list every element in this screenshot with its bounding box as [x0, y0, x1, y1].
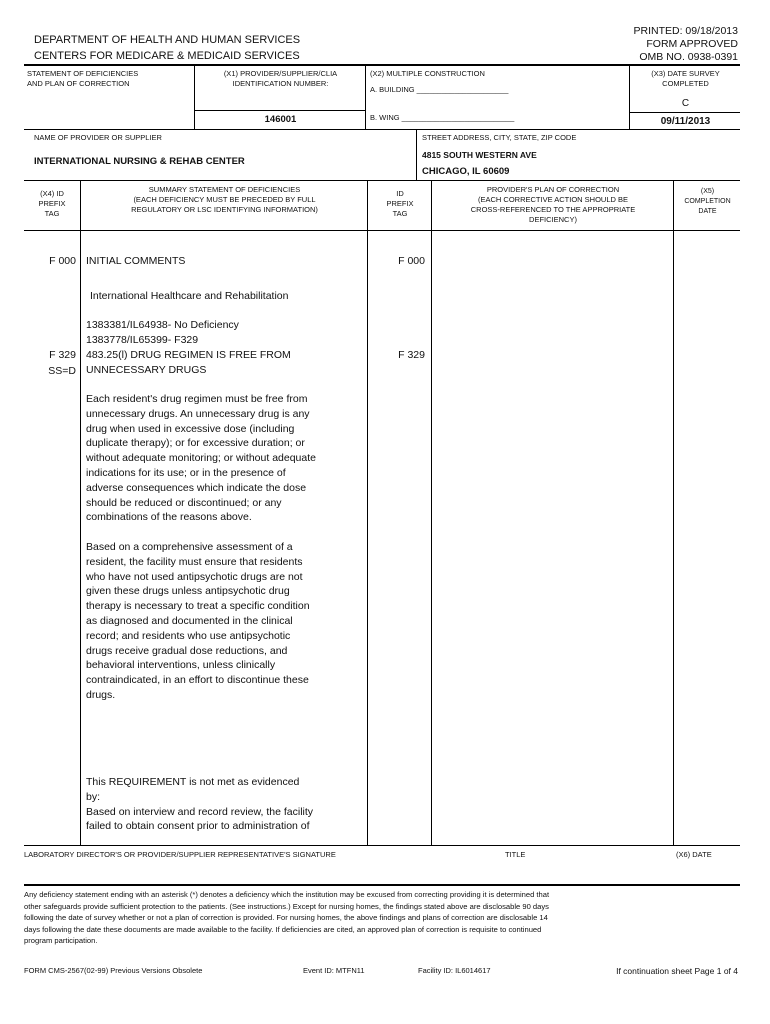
printed-date: PRINTED: 09/18/2013: [633, 25, 738, 37]
column-line-2: [367, 181, 368, 845]
signature-top-line: [24, 845, 740, 846]
footer-top-line: [24, 884, 740, 886]
wing-field: B. WING ___________________________: [370, 113, 515, 122]
case-line-1: 1383381/IL64938- No Deficiency: [86, 319, 239, 331]
paragraph-antipsychotic: Based on a comprehensive assessment of a resident, the facility must ensure that residents who have not used antipsychotic drugs are not given these drugs unless antipsychotic drug therapy is necessary to treat a specific condition as diagnosed and documented in the clinical record; and residents who use antipsychotic drugs receive gradual dose reductions, and behavioral interventions, unless clinically contraindicated, in an effort to discontinue these drugs.: [86, 541, 310, 701]
facility-id: Facility ID: IL6014617: [418, 966, 491, 975]
address-label: STREET ADDRESS, CITY, STATE, ZIP CODE: [422, 133, 577, 142]
survey-letter: C: [681, 98, 690, 109]
tag-f329-right: F 329: [398, 349, 425, 361]
city-state-zip: CHICAGO, IL 60609: [422, 166, 510, 177]
x4-header: (X4) ID PREFIX TAG: [38, 189, 66, 218]
facility-name: International Healthcare and Rehabilitation: [90, 290, 289, 302]
statement-label: STATEMENT OF DEFICIENCIES AND PLAN OF CORRECTION: [27, 69, 139, 88]
id-header: ID PREFIX TAG: [386, 189, 414, 218]
x3-inner-line: [629, 112, 740, 113]
provider-id: 146001: [264, 114, 297, 125]
department-heading: DEPARTMENT OF HEALTH AND HUMAN SERVICES: [34, 34, 301, 46]
divider-x3: [629, 65, 630, 129]
column-header-bottom: [24, 230, 740, 231]
form-approved: FORM APPROVED: [646, 38, 738, 50]
column-line-4: [673, 181, 674, 845]
x5-header: (X5) COMPLETION DATE: [684, 188, 731, 215]
x1-inner-line: [194, 110, 365, 111]
paragraph-drug-regimen: Each resident's drug regimen must be free from unnecessary drugs. An unnecessary drug is any drug when used in excessive dose (including duplicate therapy); or for excessive duration; or without adequate monitoring; or without adequate indications for its use; or in the presence of adverse consequences which indicate the dose should be reduced or discontinued; or any combinations of the reasons above.: [86, 393, 316, 524]
initial-comments: INITIAL COMMENTS: [86, 255, 186, 267]
summary-header: SUMMARY STATEMENT OF DEFICIENCIES (EACH DEFICIENCY MUST BE PRECEDED BY FULL REGULATORY OR LSC IDENTIFYING INFORMATION): [131, 185, 318, 214]
severity-scope: SS=D: [48, 365, 76, 377]
column-line-1: [80, 181, 81, 845]
disclaimer: Any deficiency statement ending with an asterisk (*) denotes a deficiency which the institution may be excused from correcting providing it is determined that other safeguards provide sufficient protection to the patients. (See instructions.) Except for nursing homes, the findings stated above are disclosable 90 days following the date of survey whether or not a plan of correction is provided. For nursing homes, the above findings and plans of correction are disclosable 14 days following the date these documents are made available to the facility. If deficiencies are cited, an approved plan of correction is requisite to continued program participation.: [24, 890, 550, 945]
tag-f000: F 000: [49, 255, 76, 267]
plan-header: PROVIDER'S PLAN OF CORRECTION (EACH CORRECTIVE ACTION SHOULD BE CROSS-REFERENCED TO THE APPROPRIATE DEFICIENCY): [470, 185, 636, 224]
paragraph-requirement: This REQUIREMENT is not met as evidenced by: Based on interview and record review, the facility failed to obtain consent prior to administration of: [86, 776, 314, 833]
top-box-bottom: [24, 129, 740, 130]
x1-label: (X1) PROVIDER/SUPPLIER/CLIA IDENTIFICATION NUMBER:: [223, 69, 338, 88]
omb-number: OMB NO. 0938-0391: [639, 51, 738, 63]
top-border: [24, 64, 740, 66]
event-id: Event ID: MTFN11: [303, 966, 365, 975]
x3-label: (X3) DATE SURVEY COMPLETED: [651, 69, 720, 88]
provider-box-bottom: [24, 180, 740, 181]
page-indicator: If continuation sheet Page 1 of 4: [616, 966, 738, 976]
case-line-2: 1383778/IL65399- F329: [86, 334, 199, 346]
provider-name: INTERNATIONAL NURSING & REHAB CENTER: [34, 156, 245, 167]
x2-label: (X2) MULTIPLE CONSTRUCTION: [370, 69, 485, 78]
title-label: TITLE: [505, 850, 526, 859]
divider-x1: [194, 65, 195, 129]
survey-date: 09/11/2013: [660, 116, 711, 127]
provider-divider: [416, 130, 417, 180]
building-field: A. BUILDING ______________________: [370, 85, 509, 94]
tag-f329: F 329: [49, 349, 76, 361]
column-line-3: [431, 181, 432, 845]
regulation-title: 483.25(l) DRUG REGIMEN IS FREE FROM UNNECESSARY DRUGS: [86, 349, 291, 376]
tag-f000-right: F 000: [398, 255, 425, 267]
street-address: 4815 SOUTH WESTERN AVE: [422, 150, 537, 160]
date-label: (X6) DATE: [676, 850, 712, 859]
centers-heading: CENTERS FOR MEDICARE & MEDICAID SERVICES: [34, 50, 300, 62]
signature-label: LABORATORY DIRECTOR'S OR PROVIDER/SUPPLIER REPRESENTATIVE'S SIGNATURE: [24, 850, 336, 859]
provider-name-label: NAME OF PROVIDER OR SUPPLIER: [34, 133, 162, 142]
form-number: FORM CMS-2567(02-99) Previous Versions Obsolete: [24, 966, 203, 975]
divider-x2: [365, 65, 366, 129]
